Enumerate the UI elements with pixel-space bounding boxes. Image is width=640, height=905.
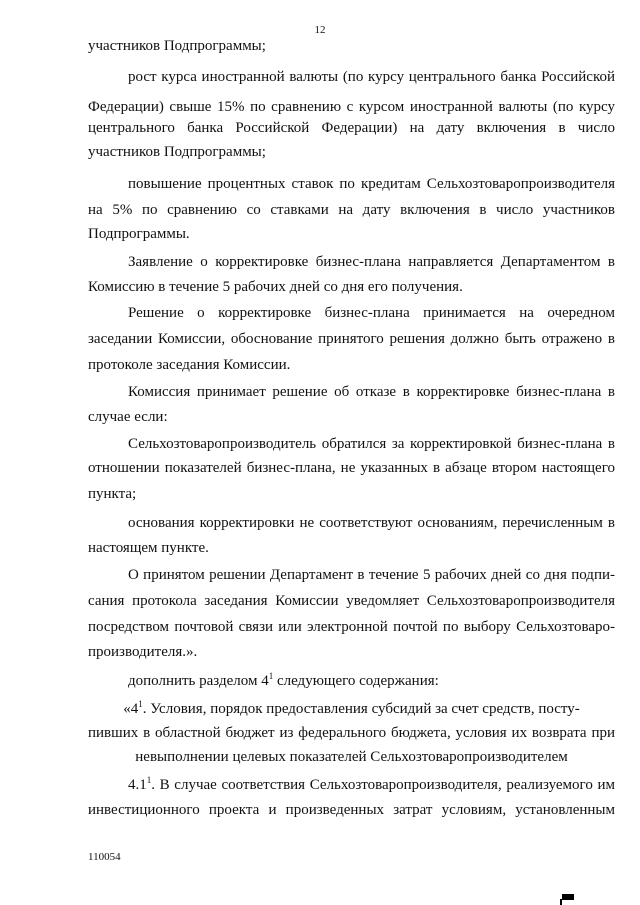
- text-line: Сельхозтоваропроизводитель обратился за корректировкой бизнес-плана в: [128, 436, 615, 452]
- text-line: О принятом решении Департамент в течение 5 рабочих дней со дня подпи-: [128, 567, 615, 583]
- scan-mark: [562, 894, 574, 900]
- text-line: участников Подпрограммы;: [88, 144, 266, 160]
- superscript: 1: [146, 775, 152, 785]
- text-line: отношении показателей бизнес-плана, не указанных в абзаце втором настоящего: [88, 460, 615, 476]
- text-line: повышение процентных ставок по кредитам Сельхозтоваропроизводителя: [128, 176, 615, 192]
- line-text: 4.1: [128, 777, 147, 793]
- superscript: 1: [268, 671, 274, 681]
- text-line: сания протокола заседания Комиссии уведомляет Сельхозтоваропроизводителя: [88, 593, 615, 609]
- line-text: следующего содержания:: [276, 673, 439, 689]
- line-text: «4: [123, 701, 139, 717]
- line-text: . В случае соответствия Сельхозтоваропроизводителя, реализуемого им: [151, 777, 615, 793]
- text-line: основания корректировки не соответствуют основаниям, перечисленным в: [128, 515, 615, 531]
- text-line: производителя.».: [88, 644, 198, 660]
- scan-mark: [560, 899, 562, 905]
- text-line: Решение о корректировке бизнес-плана принимается на очередном: [128, 305, 615, 321]
- line-text: . Условия, порядок предоставления субсидий за счет средств, посту-: [142, 701, 580, 717]
- text-line: [128, 672, 439, 690]
- text-line: рост курса иностранной валюты (по курсу центрального банка Российской: [128, 69, 615, 85]
- text-line: участников Подпрограммы;: [88, 38, 266, 54]
- text-line: [128, 776, 615, 794]
- superscript: 1: [138, 699, 143, 709]
- text-line: протоколе заседания Комиссии.: [88, 357, 291, 373]
- section-heading: [88, 700, 615, 718]
- text-line: Подпрограммы.: [88, 226, 190, 242]
- text-line: настоящем пункте.: [88, 540, 209, 556]
- text-line: Федерации) свыше 15% по сравнению с курсом иностранной валюты (по курсу: [88, 99, 615, 115]
- text-line: пункта;: [88, 486, 137, 502]
- section-heading: пивших в областной бюджет из федерального бюджета, условия их возврата при: [88, 725, 615, 741]
- text-line: случае если:: [88, 409, 168, 425]
- text-line: инвестиционного проекта и произведенных затрат условиям, установленным: [88, 802, 615, 818]
- page-number: 12: [314, 24, 326, 36]
- text-line: на 5% по сравнению со ставками на дату включения в число участников: [88, 202, 615, 218]
- text-line: посредством почтовой связи или электронной почтой по выбору Сельхозтоваро-: [88, 619, 615, 635]
- text-line: Заявление о корректировке бизнес-плана направляется Департаментом в: [128, 254, 615, 270]
- document-code: 110054: [88, 851, 121, 863]
- text-line: Комиссия принимает решение об отказе в корректировке бизнес-плана в: [128, 384, 615, 400]
- text-line: заседании Комиссии, обоснование принятого решения должно быть отражено в: [88, 331, 615, 347]
- section-heading: невыполнении целевых показателей Сельхозтоваропроизводителем: [135, 749, 568, 765]
- line-text: дополнить разделом 4: [128, 673, 269, 689]
- text-line: Комиссию в течение 5 рабочих дней со дня его получения.: [88, 279, 463, 295]
- text-line: центрального банка Российской Федерации) на дату включения в число: [88, 120, 615, 136]
